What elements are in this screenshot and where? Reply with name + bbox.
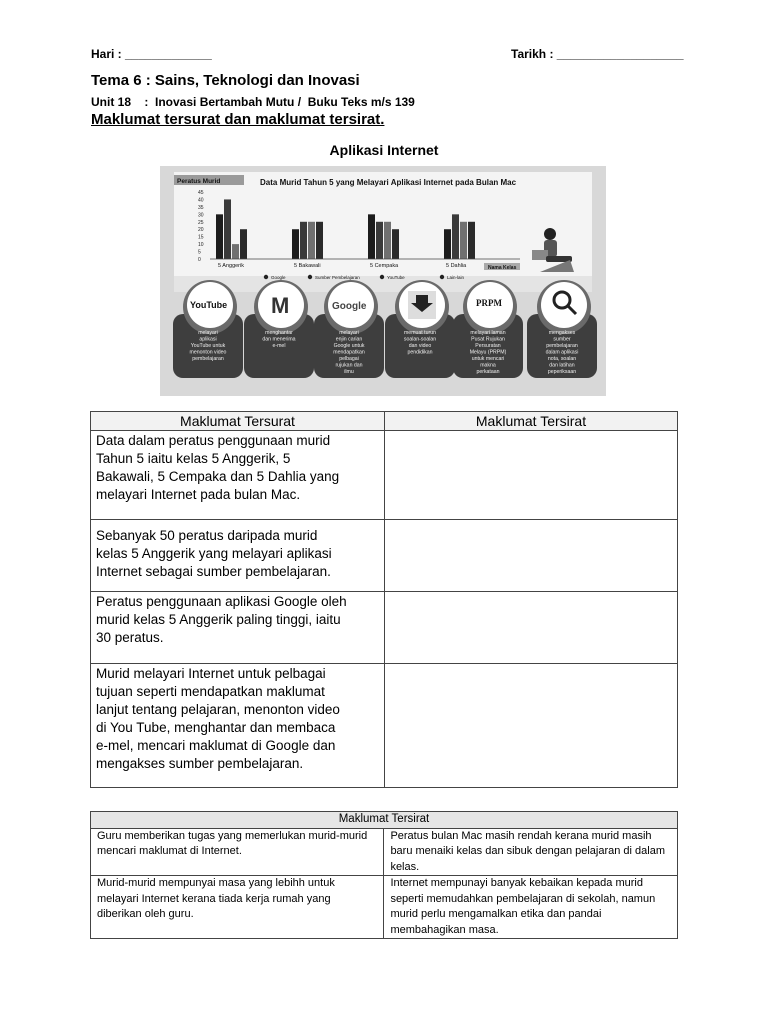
unit-title: Unit 18 : Inovasi Bertambah Mutu / Buku Teks m/s 139 — [91, 95, 415, 109]
bar-chart — [160, 166, 606, 396]
legend-marker — [440, 275, 444, 279]
table-row — [91, 876, 678, 939]
table-tersirat-answers — [90, 811, 678, 939]
app-caption: Persuratan — [475, 343, 501, 349]
tersirat-answer: Peratus bulan Mac masih rendah kerana murid masih baru menaiki kelas dan sibuk dengan pelajaran di dalam kelas. — [384, 828, 678, 876]
app-caption: pembelajaran — [192, 356, 224, 362]
x-category-label: 5 Cempaka — [370, 263, 399, 269]
app-caption: mendapatkan — [333, 349, 365, 356]
table-row — [91, 431, 678, 520]
bar — [300, 222, 307, 259]
x-category-label: 5 Dahlia — [446, 263, 467, 269]
bar — [368, 214, 375, 259]
tersirat-answer-cell[interactable] — [385, 592, 678, 664]
tersirat-answer: Murid-murid mempunyai masa yang lebihh untuk melayari Internet kerana tiada kerja rumah yang diberikan oleh guru. — [91, 876, 384, 939]
app-caption: memuat turun — [403, 330, 437, 336]
app-caption: untuk mencari — [471, 356, 505, 362]
table-row — [91, 828, 678, 876]
legend-marker — [264, 275, 268, 279]
google-icon: Google — [332, 301, 367, 312]
app-caption: sumber — [553, 336, 571, 343]
table-header-tersirat: Maklumat Tersirat — [91, 812, 678, 829]
app-caption: Melayu (PRPM) — [469, 349, 507, 356]
app-caption: dan video — [408, 343, 432, 349]
legend-marker — [380, 275, 384, 279]
hari-field: Hari : _____________ — [91, 47, 212, 61]
app-caption: menonton video — [189, 349, 227, 356]
y-tick-label: 5 — [198, 249, 201, 256]
gmail-icon: M — [271, 293, 290, 318]
theme-title: Tema 6 : Sains, Teknologi dan Inovasi — [91, 72, 360, 89]
youtube-icon: YouTube — [190, 300, 228, 310]
app-caption: Pusat Rujukan — [471, 336, 505, 343]
x-category-label: 5 Bakawali — [294, 263, 321, 269]
column-header-tersurat: Maklumat Tersurat — [91, 412, 385, 431]
app-caption: melayari — [198, 330, 218, 336]
x-category-label: 5 Anggerik — [218, 263, 244, 269]
app-caption: YouTube untuk — [190, 343, 226, 349]
app-caption: Google untuk — [333, 343, 365, 349]
y-tick-label: 25 — [198, 219, 204, 226]
infographic — [160, 166, 606, 396]
tersirat-answer: Internet mempunayi banyak kebaikan kepada murid seperti memudahkan pembelajaran di sekolah, namun murid perlu mengamalkan etika dan pandai membahagikan masa. — [384, 876, 678, 939]
legend-label: Google — [271, 275, 286, 280]
y-axis-label: Peratus Murid — [177, 178, 221, 185]
app-icon-bg — [541, 282, 587, 328]
app-caption: aplikasi — [199, 336, 217, 343]
app-caption: perkataan — [476, 369, 500, 375]
table-row — [91, 592, 678, 664]
bar — [240, 229, 247, 259]
topic-title: Maklumat tersurat dan maklumat tersirat. — [91, 111, 385, 128]
column-header-tersirat: Maklumat Tersirat — [385, 412, 678, 431]
y-tick-label: 30 — [198, 212, 204, 219]
prpm-icon: PRPM — [476, 298, 502, 308]
app-caption: enjin carian — [335, 336, 363, 343]
bar — [316, 222, 323, 259]
tarikh-field: Tarikh : ___________________ — [511, 47, 684, 61]
app-caption: menghantar — [265, 330, 293, 336]
y-tick-label: 15 — [198, 234, 204, 241]
app-caption: dan menerima — [262, 336, 296, 343]
tersirat-answer-cell[interactable] — [385, 431, 678, 520]
y-tick-label: 10 — [198, 242, 204, 249]
x-axis-label: Nama Kelas — [488, 265, 517, 271]
app-caption: pendidikan — [407, 349, 433, 356]
y-tick-label: 35 — [198, 204, 204, 211]
y-tick-label: 45 — [198, 190, 204, 196]
app-caption: nota, soalan — [547, 356, 577, 362]
tersirat-answer-cell[interactable] — [385, 520, 678, 592]
tersurat-cell: Murid melayari Internet untuk pelbagai tujuan seperti mendapatkan maklumat lanjut tentang pelajaran, menonton video di You Tube, menghantar dan membaca e-mel, mencari maklumat di Google dan mengakses sumber pembelajaran. — [91, 664, 385, 788]
legend-label: YouTube — [387, 275, 405, 280]
bar — [308, 222, 315, 259]
app-caption: rujukan dan — [335, 362, 363, 369]
tersirat-answer-cell[interactable] — [385, 664, 678, 788]
bar — [384, 222, 391, 259]
bar — [224, 199, 231, 259]
app-caption: dalam aplikasi — [545, 349, 579, 356]
bar — [452, 214, 459, 259]
table-tersurat-tersirat — [90, 411, 678, 788]
bar — [392, 229, 399, 259]
bar — [376, 222, 383, 259]
bar — [232, 244, 239, 259]
app-caption: e-mel — [272, 343, 286, 349]
bar — [292, 229, 299, 259]
tersurat-cell: Data dalam peratus penggunaan murid Tahun 5 iaitu kelas 5 Anggerik, 5 Bakawali, 5 Cempaka dan 5 Dahlia yang melayari Internet pada bulan Mac. — [91, 431, 385, 520]
legend-marker — [308, 275, 312, 279]
section-title: Aplikasi Internet — [329, 142, 439, 158]
tersirat-answer: Guru memberikan tugas yang memerlukan murid-murid mencari maklumat di Internet. — [91, 828, 384, 876]
tersurat-cell: Peratus penggunaan aplikasi Google oleh murid kelas 5 Anggerik paling tinggi, iaitu 30 peratus. — [91, 592, 385, 664]
bar — [460, 222, 467, 259]
app-caption: melayari laman — [470, 330, 506, 336]
table-row — [91, 520, 678, 592]
legend-label: Lain-lain — [447, 275, 465, 280]
app-caption: ilmu — [344, 369, 354, 375]
table-row — [91, 664, 678, 788]
app-caption: melayari — [339, 330, 359, 336]
app-caption: pelbagai — [339, 356, 359, 362]
app-caption: pembelajaran — [546, 343, 578, 349]
app-caption: makna — [480, 362, 496, 369]
y-tick-label: 0 — [198, 257, 201, 263]
legend-label: Sumber Pembelajaran — [315, 275, 360, 280]
app-caption: soalan-soalan — [403, 336, 437, 343]
y-tick-label: 20 — [198, 227, 204, 234]
tersurat-cell: Sebanyak 50 peratus daripada murid kelas 5 Anggerik yang melayari aplikasi Internet sebagai sumber pembelajaran. — [91, 520, 385, 592]
chart-title: Data Murid Tahun 5 yang Melayari Aplikasi Internet pada Bulan Mac — [260, 178, 517, 187]
app-caption: peperiksaan — [547, 369, 577, 375]
bar — [468, 222, 475, 259]
app-caption: mengakses — [548, 330, 576, 336]
y-tick-label: 40 — [198, 197, 204, 204]
bar — [444, 229, 451, 259]
app-caption: dan latihan — [549, 362, 575, 369]
bar — [216, 214, 223, 259]
